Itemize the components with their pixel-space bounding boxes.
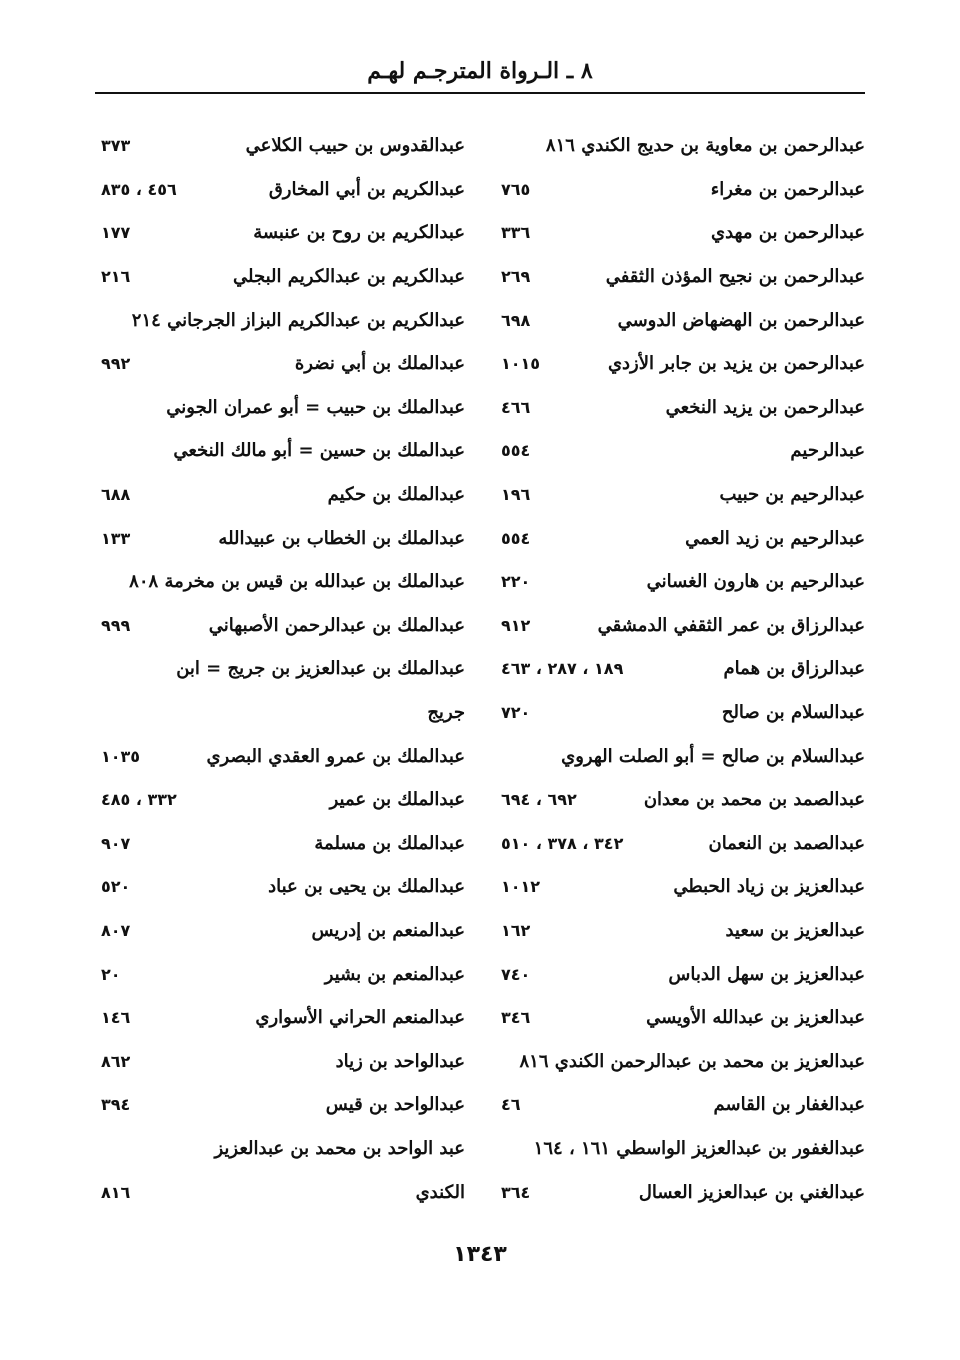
entry-page-ref: ٢٦٩ [501, 267, 531, 287]
entry-name: عبدالرحيم بن هارون الغساني [646, 571, 865, 593]
entry-page-ref: ٨١٦ [101, 1182, 131, 1202]
entry-page-ref: ٩٩٢ [101, 354, 131, 374]
entry-name: عبدالرحمن بن يزيد النخعي [665, 396, 865, 418]
entry-name: عبدالواحد بن زياد [335, 1050, 465, 1072]
index-entry [495, 255, 865, 299]
entry-name: عبدالرحيم [790, 440, 865, 462]
index-entry [495, 1127, 865, 1171]
entry-page-ref: ١٧٧ [101, 223, 131, 243]
entry-name: عبدالرحيم بن حبيب [719, 484, 865, 506]
index-entry [95, 1170, 465, 1214]
entry-name: عبدالرحمن بن مغراء [710, 178, 865, 200]
entry-page-ref: ٧٦٥ [501, 179, 531, 199]
index-entry [95, 1083, 465, 1127]
entry-page-ref: ٤٥٦ ، ٨٣٥ [101, 179, 177, 199]
entry-page-ref: ٣٤٦ [501, 1008, 531, 1028]
entry-name: عبدالملك بن عبدالرحمن الأصبهاني [208, 614, 465, 636]
index-entry [495, 909, 865, 953]
index-entry [495, 1083, 865, 1127]
entry-page-ref: ٥٥٤ [501, 441, 531, 461]
entry-page-ref: ٢١٦ [101, 267, 131, 287]
entry-page-ref: ٥٢٠ [101, 877, 131, 897]
entry-name: عبدالغفور بن عبدالعزيز الواسطي ١٦١ ، ١٦٤ [533, 1137, 865, 1159]
entry-name: عبدالواحد بن قيس [325, 1094, 465, 1116]
entry-page-ref: ٣٦٤ [501, 1182, 531, 1202]
index-entry [95, 1039, 465, 1083]
entry-page-ref: ٨٠٧ [101, 920, 131, 940]
entry-page-ref: ٣٣٦ [501, 223, 531, 243]
entry-page-ref: ٢٢٠ [501, 572, 531, 592]
index-entry [495, 1039, 865, 1083]
entry-name: عبدالملك بن حبيب = أبو عمران الجوني [166, 396, 465, 418]
entry-page-ref: ١٠١٥ [501, 354, 541, 374]
index-entry [95, 952, 465, 996]
entry-page-ref: ٦٩٢ ، ٦٩٤ [501, 790, 577, 810]
entry-name: عبدالكريم بن عبدالكريم البجلي [233, 266, 465, 288]
entry-name: عبدالملك بن حكيم [327, 484, 465, 506]
index-entry [495, 429, 865, 473]
entry-page-ref: ٦٨٨ [101, 485, 131, 505]
entry-page-ref: ٧٢٠ [501, 703, 531, 723]
entry-name: عبدالرحمن بن مهدي [711, 222, 865, 244]
entry-name: عبدالرزاق بن عمر الثقفي الدمشقي [597, 614, 865, 636]
index-entry [95, 516, 465, 560]
entry-name: عبدالمنعم بن إدريس [311, 919, 465, 941]
index-entry [95, 996, 465, 1040]
entry-page-ref: ١٠١٢ [501, 877, 541, 897]
index-entry [495, 211, 865, 255]
entry-page-ref: ٥٥٤ [501, 528, 531, 548]
entry-name: عبدالملك بن عبدالعزيز بن جريج = ابن [176, 658, 465, 680]
index-entry [95, 691, 465, 735]
entry-name: عبدالرحمن بن نجيح المؤذن الثقفي [605, 266, 865, 288]
entry-name: عبدالملك بن عمير [329, 789, 465, 811]
entry-name: عبدالملك بن يحيى بن عباد [268, 876, 465, 898]
index-entry [495, 342, 865, 386]
entry-name: عبدالكريم بن عبدالكريم البزاز الجرجاني ٢١٤ [131, 309, 465, 331]
entry-page-ref: ٣٤٢ ، ٣٧٨ ، ٥١٠ [501, 833, 624, 853]
index-column-right [495, 124, 865, 1214]
entry-page-ref: ٤٦٦ [501, 397, 531, 417]
entry-name: عبدالمنعم بن بشير [324, 963, 465, 985]
entry-name: عبد الواحد بن محمد بن عبدالعزيز [214, 1137, 465, 1159]
index-entry [495, 1170, 865, 1214]
entry-page-ref: ٧٤٠ [501, 964, 531, 984]
index-entry [95, 124, 465, 168]
index-entry [495, 647, 865, 691]
index-entry [495, 124, 865, 168]
entry-name: عبدالغني بن عبدالعزيز العسال [638, 1181, 865, 1203]
index-entry [495, 386, 865, 430]
index-entry [95, 647, 465, 691]
entry-name: عبدالعزيز بن عبدالله الأويسي [646, 1007, 865, 1029]
index-entry [95, 865, 465, 909]
index-entry [495, 516, 865, 560]
entry-name: عبدالملك بن أبي نضرة [294, 353, 465, 375]
entry-name: عبدالصمد بن النعمان [708, 832, 865, 854]
entry-name: عبدالملك بن الخطاب بن عبيدالله [218, 527, 465, 549]
entry-name: عبدالرحيم بن زيد العمي [685, 527, 865, 549]
entry-page-ref: ٨٦٢ [101, 1051, 131, 1071]
index-entry [495, 865, 865, 909]
entry-name: عبدالرحمن بن معاوية بن حديج الكندي ٨١٦ [545, 135, 865, 157]
index-entry [95, 909, 465, 953]
index-entry [495, 560, 865, 604]
index-entry [95, 778, 465, 822]
entry-name: عبدالملك بن عمرو العقدي البصري [206, 745, 465, 767]
entry-page-ref: ١٩٦ [501, 485, 531, 505]
index-entry [95, 255, 465, 299]
index-entry [95, 168, 465, 212]
entry-name: عبدالكريم بن أبي المخارق [268, 178, 465, 200]
entry-page-ref: ٣٣٢ ، ٤٨٥ [101, 790, 177, 810]
index-entry [95, 822, 465, 866]
index-entry [495, 168, 865, 212]
entry-name: عبدالغفار بن القاسم [713, 1094, 865, 1116]
entry-name: عبدالرحمن بن الهضهاض الدوسي [617, 309, 865, 331]
index-entry [95, 211, 465, 255]
entry-page-ref: ٢٠ [101, 964, 121, 984]
index-entry [95, 473, 465, 517]
entry-name: عبدالملك بن عبدالله بن قيس بن مخرمة ٨٠٨ [129, 571, 465, 593]
entry-name: الكندي [415, 1181, 465, 1203]
entry-page-ref: ٩٩٩ [101, 615, 131, 635]
index-entry [95, 560, 465, 604]
entry-name: عبدالعزيز بن سعيد [725, 919, 865, 941]
entry-page-ref: ٩٠٧ [101, 833, 131, 853]
entry-page-ref: ١٨٩ ، ٢٨٧ ، ٤٦٣ [501, 659, 624, 679]
index-entry [495, 691, 865, 735]
index-entry [495, 604, 865, 648]
index-entry [495, 996, 865, 1040]
index-entry [495, 473, 865, 517]
index-entry [95, 342, 465, 386]
index-entry [495, 778, 865, 822]
entry-name: عبدالسلام بن صالح = أبو الصلت الهروي [561, 745, 865, 767]
entry-name: عبدالعزيز بن زياد الحبطي [673, 876, 865, 898]
index-entry [95, 604, 465, 648]
entry-page-ref: ٣٧٣ [101, 136, 131, 156]
index-entry [495, 822, 865, 866]
entry-name: عبدالعزيز بن محمد بن عبدالرحمن الكندي ٨١٦ [519, 1050, 865, 1072]
page-number: ١٣٤٣ [453, 1242, 507, 1267]
entry-page-ref: ٤٦ [501, 1095, 521, 1115]
entry-page-ref: ٩١٢ [501, 615, 531, 635]
entry-name: جريج [427, 702, 465, 724]
entry-name: عبدالصمد بن محمد بن معدان [643, 789, 865, 811]
page-header-title: ٨ ـ الـرواة المترجـم لهـم [367, 58, 593, 84]
entry-name: عبدالملك بن حسين = أبو مالك النخعي [173, 440, 465, 462]
index-entry [95, 429, 465, 473]
entry-name: عبدالرحمن بن يزيد بن جابر الأزدي [607, 353, 865, 375]
entry-page-ref: ٦٩٨ [501, 310, 531, 330]
entry-page-ref: ١٤٦ [101, 1008, 131, 1028]
entry-name: عبدالسلام بن صالح [721, 702, 865, 724]
entry-name: عبدالعزيز بن سهل الدباس [668, 963, 865, 985]
entry-name: عبدالكريم بن روح بن عنبسة [253, 222, 465, 244]
index-entry [95, 734, 465, 778]
entry-page-ref: ١٦٢ [501, 920, 531, 940]
entry-name: عبدالمنعم الحراني الأسواري [255, 1007, 465, 1029]
header-divider [95, 92, 865, 94]
entry-name: عبدالقدوس بن حبيب الكلاعي [245, 135, 465, 157]
entry-page-ref: ١٠٣٥ [101, 746, 141, 766]
index-column-left [95, 124, 465, 1214]
entry-page-ref: ٣٩٤ [101, 1095, 131, 1115]
index-entry [95, 386, 465, 430]
index-entry [495, 298, 865, 342]
entry-name: عبدالملك بن مسلمة [314, 832, 465, 854]
entry-name: عبدالرزاق بن همام [723, 658, 865, 680]
index-entry [95, 298, 465, 342]
index-entry [495, 734, 865, 778]
entry-page-ref: ١٣٣ [101, 528, 131, 548]
index-entry [495, 952, 865, 996]
index-entry [95, 1127, 465, 1171]
